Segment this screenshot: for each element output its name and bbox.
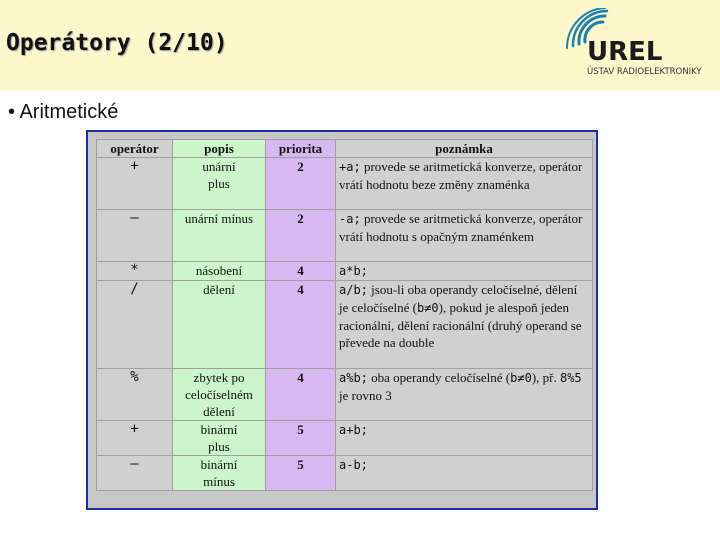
slide-title: Operátory (2/10) bbox=[6, 30, 228, 56]
operator-cell: + bbox=[97, 158, 173, 210]
operator-cell: % bbox=[97, 369, 173, 421]
description-line: celočíselném bbox=[185, 387, 253, 402]
note-code-3: 8%5 bbox=[559, 371, 582, 385]
description-cell: násobení bbox=[173, 262, 266, 281]
note-cell bbox=[336, 281, 593, 369]
note-cell bbox=[336, 158, 593, 210]
description-line: binární bbox=[200, 457, 238, 472]
note-code: a-b; bbox=[339, 458, 368, 472]
table-row bbox=[97, 456, 593, 491]
note-code: a/b; bbox=[339, 283, 368, 297]
table-header-row bbox=[97, 140, 593, 158]
description-cell bbox=[173, 369, 266, 421]
description-line: plus bbox=[208, 439, 230, 454]
table-row bbox=[97, 369, 593, 421]
note-code: a+b; bbox=[339, 423, 368, 437]
note-code: -a; bbox=[339, 212, 361, 226]
description-line: plus bbox=[208, 176, 230, 191]
note-text: jsou-li oba operandy celočíselné, dělení je celočíselné ( bbox=[339, 282, 578, 315]
note-text: provede se aritmetická konverze, operátor vrátí hodnotu s opačným znaménkem bbox=[339, 211, 583, 244]
urel-logo bbox=[555, 8, 715, 80]
operator-cell: + bbox=[97, 421, 173, 456]
operator-table-frame bbox=[86, 130, 598, 510]
note-code-2: b≠0 bbox=[416, 301, 439, 315]
note-code: a%b; bbox=[339, 371, 368, 385]
col-header-note: poznámka bbox=[336, 140, 593, 158]
operator-cell: – bbox=[97, 210, 173, 262]
note-code: a*b; bbox=[339, 264, 368, 278]
priority-cell: 5 bbox=[266, 421, 336, 456]
note-text: provede se aritmetická konverze, operátor vrátí hodnotu beze změny znaménka bbox=[339, 159, 583, 192]
description-line: unární bbox=[202, 159, 236, 174]
description-cell: unární mínus bbox=[173, 210, 266, 262]
table-row bbox=[97, 262, 593, 281]
col-header-operator: operátor bbox=[97, 140, 173, 158]
note-text-3: je rovno 3 bbox=[339, 388, 392, 403]
operator-cell: / bbox=[97, 281, 173, 369]
priority-cell: 5 bbox=[266, 456, 336, 491]
table-row bbox=[97, 158, 593, 210]
col-header-priority: priorita bbox=[266, 140, 336, 158]
slide-header bbox=[0, 0, 720, 90]
priority-cell: 2 bbox=[266, 158, 336, 210]
note-code: +a; bbox=[339, 160, 361, 174]
table-row bbox=[97, 210, 593, 262]
note-code-2: b≠0 bbox=[510, 371, 532, 385]
note-cell bbox=[336, 262, 593, 281]
description-cell bbox=[173, 158, 266, 210]
description-line: binární bbox=[200, 422, 238, 437]
logo-word: UREL bbox=[587, 37, 663, 67]
operator-cell: * bbox=[97, 262, 173, 281]
note-text-2: ), př. bbox=[531, 370, 560, 385]
note-cell bbox=[336, 421, 593, 456]
description-line: mínus bbox=[203, 474, 235, 489]
operator-cell: – bbox=[97, 456, 173, 491]
description-cell: dělení bbox=[173, 281, 266, 369]
description-cell bbox=[173, 456, 266, 491]
note-cell bbox=[336, 369, 593, 421]
note-cell bbox=[336, 210, 593, 262]
operator-table bbox=[96, 139, 593, 491]
logo-subtitle: ÚSTAV RADIOELEKTRONIKY bbox=[587, 67, 702, 77]
description-line: zbytek po bbox=[193, 370, 245, 385]
priority-cell: 4 bbox=[266, 369, 336, 421]
description-line: dělení bbox=[203, 404, 235, 419]
bullet-item: • Aritmetické bbox=[8, 101, 119, 123]
table-row bbox=[97, 281, 593, 369]
description-cell bbox=[173, 421, 266, 456]
priority-cell: 4 bbox=[266, 262, 336, 281]
note-text: oba operandy celočíselné ( bbox=[367, 370, 511, 385]
col-header-description: popis bbox=[173, 140, 266, 158]
priority-cell: 2 bbox=[266, 210, 336, 262]
note-text-2: ), pokud je alespoň jeden racionální, dělení racionální (druhý operand se převede na double bbox=[339, 300, 582, 350]
priority-cell: 4 bbox=[266, 281, 336, 369]
table-row bbox=[97, 421, 593, 456]
note-cell bbox=[336, 456, 593, 491]
